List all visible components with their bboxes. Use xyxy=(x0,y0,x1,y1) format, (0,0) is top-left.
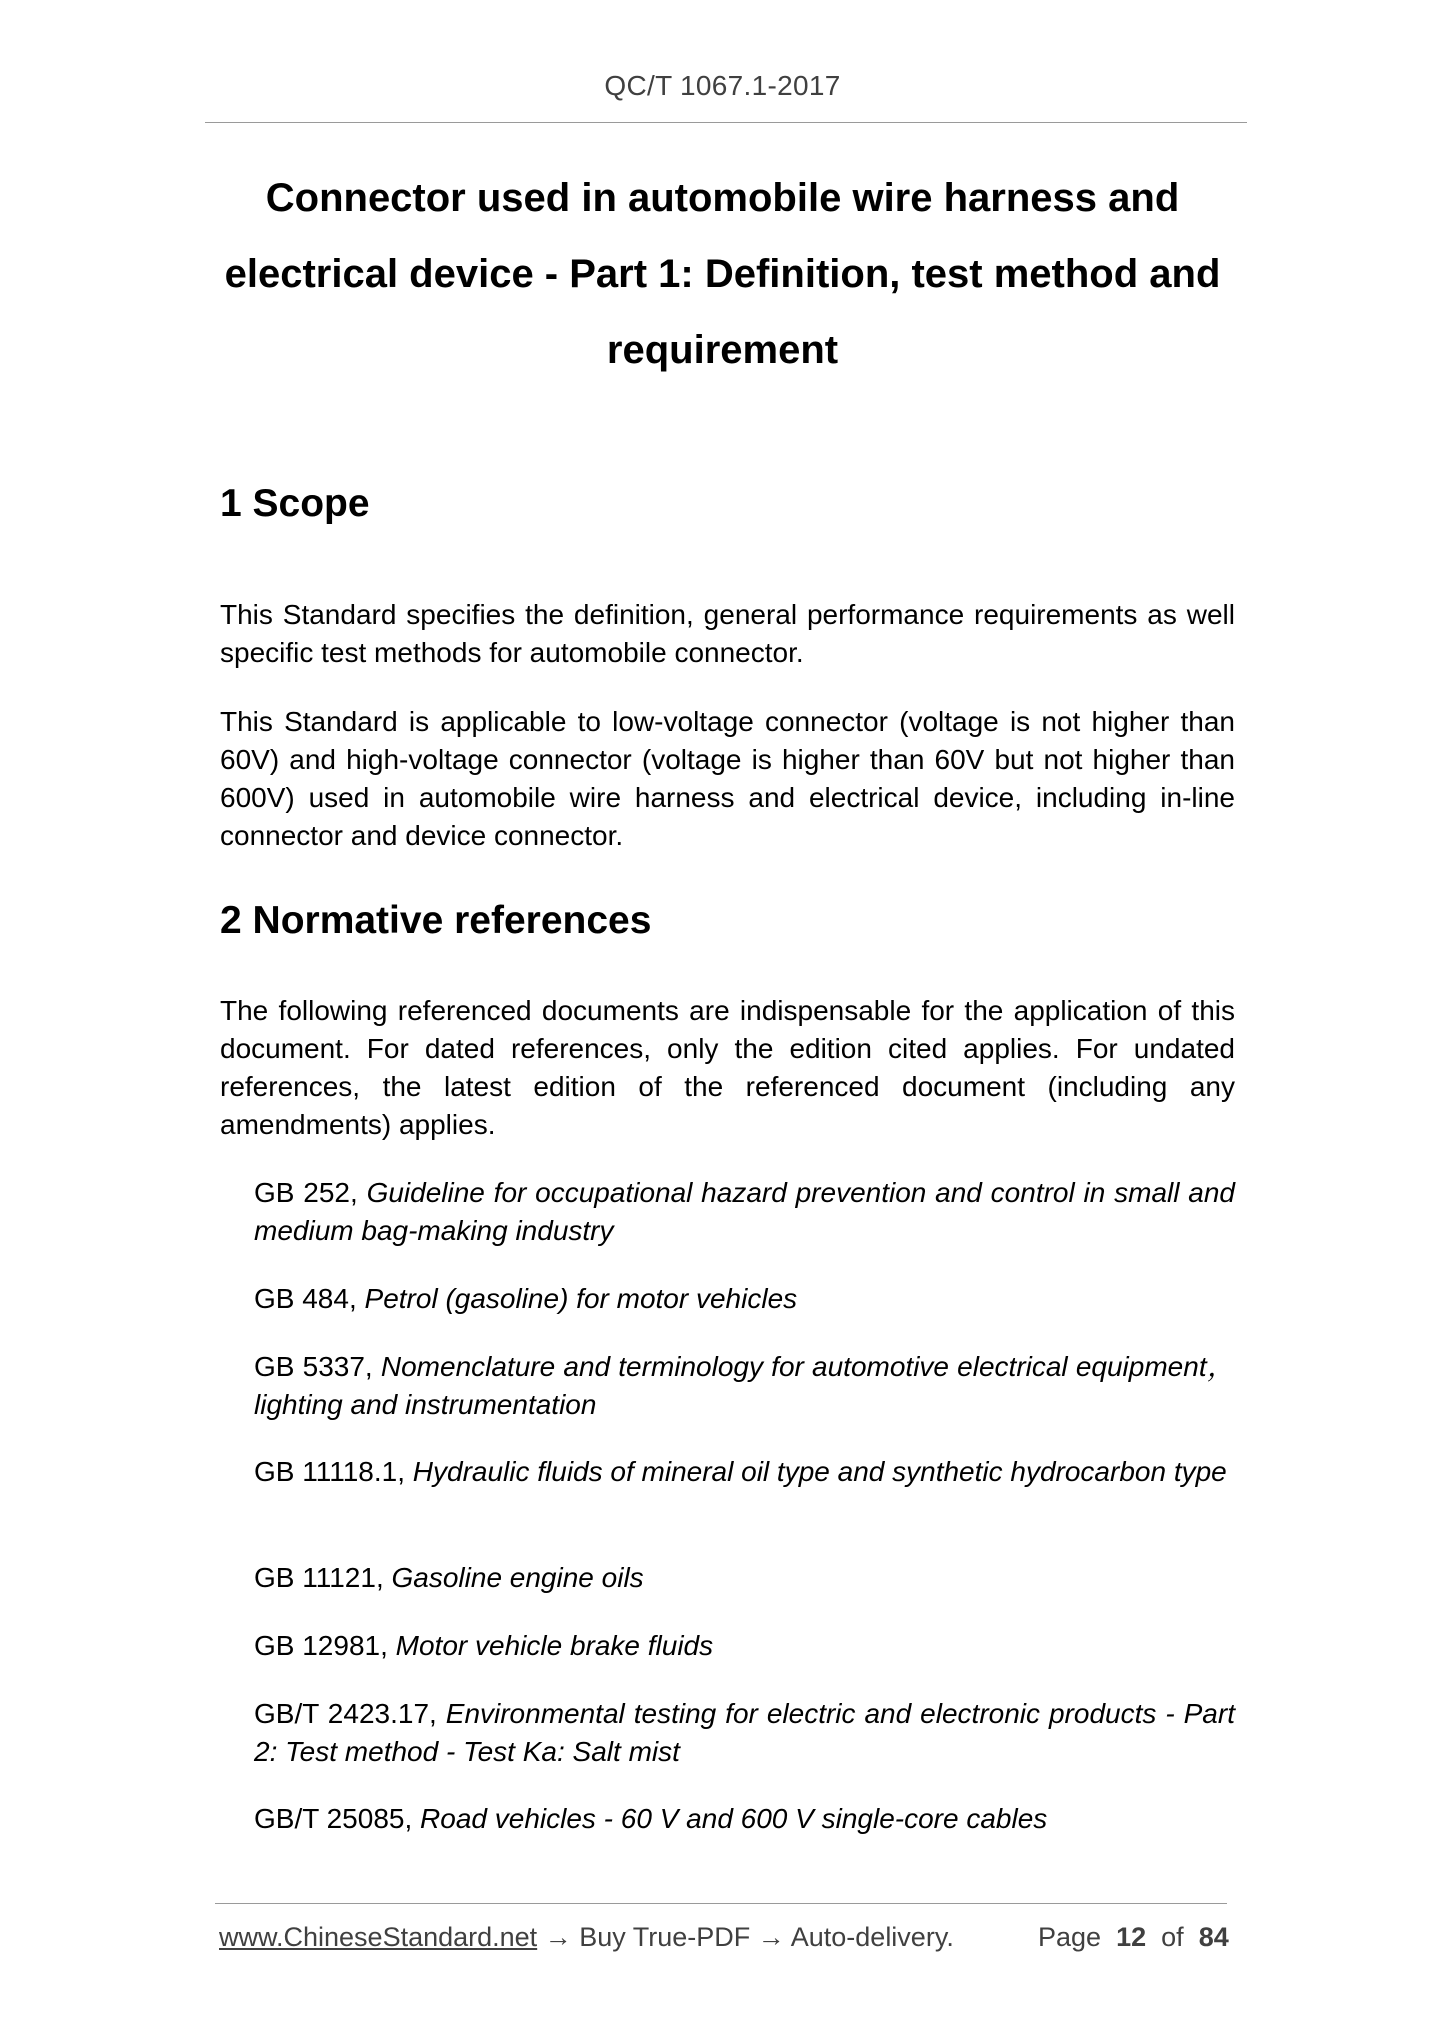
title-line-1: Connector used in automobile wire harness and xyxy=(265,176,1180,220)
reference-code: GB 484, xyxy=(254,1283,365,1314)
reference-code: GB 11118.1, xyxy=(254,1456,413,1487)
reference-title: Nomenclature and terminology for automotive electrical equipment，lighting and instrumentation xyxy=(254,1351,1235,1420)
reference-title: Gasoline engine oils xyxy=(391,1562,644,1593)
reference-code: GB 12981, xyxy=(254,1630,396,1661)
reference-title: Road vehicles - 60 V and 600 V single-core cables xyxy=(420,1803,1048,1834)
reference-item xyxy=(254,1559,1235,1597)
reference-item xyxy=(254,1800,1235,1838)
scope-paragraph-2: This Standard is applicable to low-voltage connector (voltage is not higher than 60V) and high-voltage connector (voltage is higher than 60V but not higher than 600V) used in automobile wire harness and electrical device, including in-line connector and device connector. xyxy=(220,706,1235,851)
page-label: Page xyxy=(1038,1922,1102,1952)
page-indicator xyxy=(1038,1922,1229,1953)
reference-title: Petrol (gasoline) for motor vehicles xyxy=(364,1283,798,1314)
footer-note xyxy=(219,1922,954,1953)
page-current: 12 xyxy=(1116,1922,1147,1952)
page-of: of xyxy=(1161,1922,1184,1952)
reference-code: GB 5337, xyxy=(254,1351,381,1382)
reference-code: GB 252, xyxy=(254,1177,367,1208)
scope-paragraph-1: This Standard specifies the definition, general performance requirements as well specific test methods for automobile connector. xyxy=(220,599,1235,668)
reference-item xyxy=(254,1695,1235,1771)
header-divider xyxy=(205,122,1247,123)
reference-title: Hydraulic fluids of mineral oil type and synthetic hydrocarbon type xyxy=(412,1456,1227,1487)
reference-code: GB/T 2423.17, xyxy=(254,1698,446,1729)
reference-code: GB/T 25085, xyxy=(254,1803,421,1834)
section-2-heading: 2 Normative references xyxy=(220,899,652,942)
page-total: 84 xyxy=(1198,1922,1229,1952)
reference-item xyxy=(254,1174,1235,1250)
reference-item xyxy=(254,1627,1235,1665)
reference-title: Environmental testing for electric and electronic products - Part 2: Test method - Test Ka: Salt mist xyxy=(254,1698,1235,1767)
website-link[interactable]: www.ChineseStandard.net xyxy=(219,1922,538,1952)
reference-item xyxy=(254,1453,1235,1491)
title-line-2: electrical device - Part 1: Definition, test method and xyxy=(224,252,1221,296)
document-title xyxy=(150,160,1295,388)
header-doc-code: QC/T 1067.1-2017 xyxy=(604,70,841,101)
reference-item xyxy=(254,1280,1235,1318)
footer-divider xyxy=(215,1903,1227,1904)
reference-title: Guideline for occupational hazard prevention and control in small and medium bag-making industry xyxy=(254,1177,1235,1246)
title-line-3: requirement xyxy=(606,328,839,372)
reference-code: GB 11121, xyxy=(254,1562,392,1593)
references-intro: The following referenced documents are indispensable for the application of this document. For dated references, only the edition cited applies. For undated references, the latest edition of the referenced document (including any amendments) applies. xyxy=(220,995,1235,1140)
reference-title: Motor vehicle brake fluids xyxy=(395,1630,714,1661)
section-1-heading: 1 Scope xyxy=(220,482,370,525)
footer-tail: → Buy True-PDF → Auto-delivery. xyxy=(537,1922,954,1952)
reference-item xyxy=(254,1348,1235,1424)
